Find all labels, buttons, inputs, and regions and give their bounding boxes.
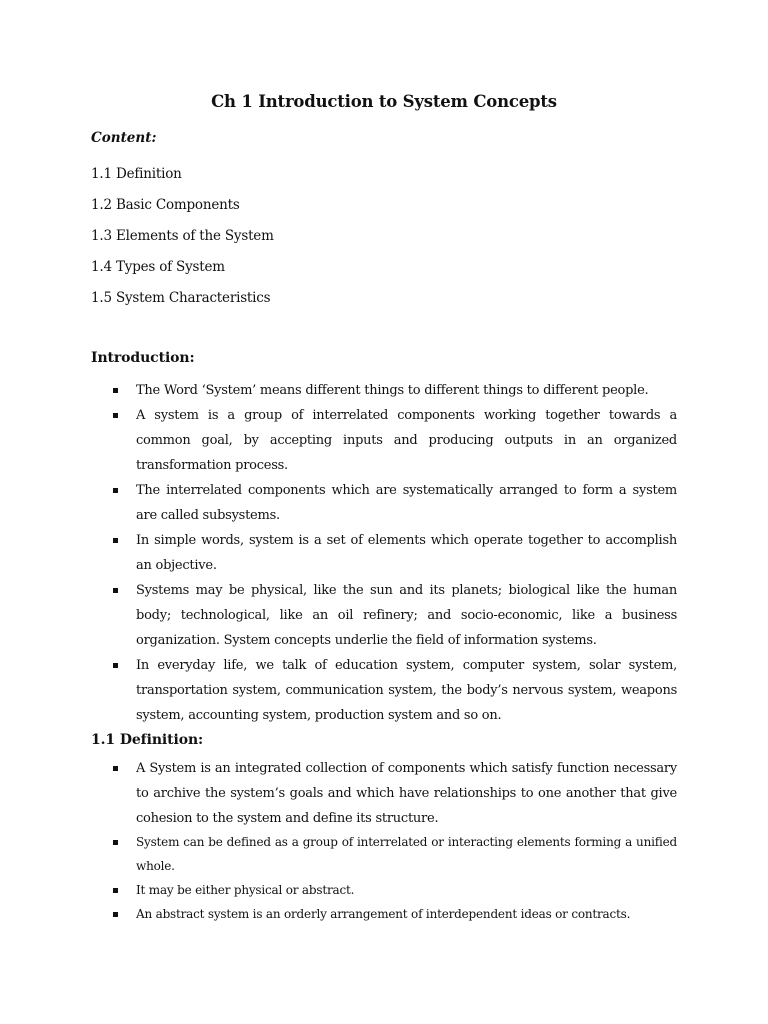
toc-item: 1.5 System Characteristics (91, 290, 271, 306)
list-item (91, 902, 677, 926)
square-bullet-icon (113, 588, 118, 593)
square-bullet-icon (113, 388, 118, 393)
list-item-text: In everyday life, we talk of education system, computer system, solar system, transportation system, communication system, the body’s nervous system, weapons system, accounting system, production system and so on. (136, 658, 677, 723)
definition-heading: 1.1 Definition: (91, 732, 204, 748)
list-item (91, 378, 677, 403)
list-item-text: The Word ‘System’ means different things to different things to different people. (136, 383, 649, 398)
list-item (91, 878, 677, 902)
square-bullet-icon (113, 413, 118, 418)
toc-item: 1.1 Definition (91, 166, 182, 182)
toc-item: 1.2 Basic Components (91, 197, 240, 213)
table-of-contents (91, 164, 274, 319)
list-item (91, 830, 677, 878)
square-bullet-icon (113, 888, 118, 893)
list-item-text: An abstract system is an orderly arrangement of interdependent ideas or contracts. (136, 907, 631, 921)
content-label: Content: (91, 130, 157, 146)
list-item-text: A System is an integrated collection of components which satisfy function necessary to archive the system’s goals and which have relationships to one another that give cohesion to the system and define its structure. (136, 761, 677, 826)
square-bullet-icon (113, 840, 118, 845)
introduction-heading: Introduction: (91, 350, 195, 366)
list-item-text: A system is a group of interrelated components working together towards a common goal, by accepting inputs and producing outputs in an organized transformation process. (136, 408, 677, 473)
list-item (91, 403, 677, 478)
list-item-text: In simple words, system is a set of elements which operate together to accomplish an objective. (136, 533, 677, 573)
square-bullet-icon (113, 766, 118, 771)
definition-bullet-list-continued (91, 830, 677, 926)
definition-bullet-list (91, 756, 677, 831)
list-item (91, 578, 677, 653)
list-item (91, 478, 677, 528)
toc-item: 1.4 Types of System (91, 259, 225, 275)
square-bullet-icon (113, 912, 118, 917)
square-bullet-icon (113, 663, 118, 668)
list-item-text: System can be defined as a group of interrelated or interacting elements forming a unified whole. (136, 835, 677, 873)
introduction-bullet-list (91, 378, 677, 728)
list-item (91, 653, 677, 728)
square-bullet-icon (113, 488, 118, 493)
square-bullet-icon (113, 538, 118, 543)
list-item (91, 756, 677, 831)
page-title: Ch 1 Introduction to System Concepts (211, 92, 557, 111)
list-item-text: The interrelated components which are systematically arranged to form a system are called subsystems. (136, 483, 677, 523)
list-item-text: Systems may be physical, like the sun and its planets; biological like the human body; technological, like an oil refinery; and socio-economic, like a business organization. System concepts underlie the field of information systems. (136, 583, 677, 648)
toc-item: 1.3 Elements of the System (91, 228, 274, 244)
list-item-text: It may be either physical or abstract. (136, 883, 355, 897)
list-item (91, 528, 677, 578)
